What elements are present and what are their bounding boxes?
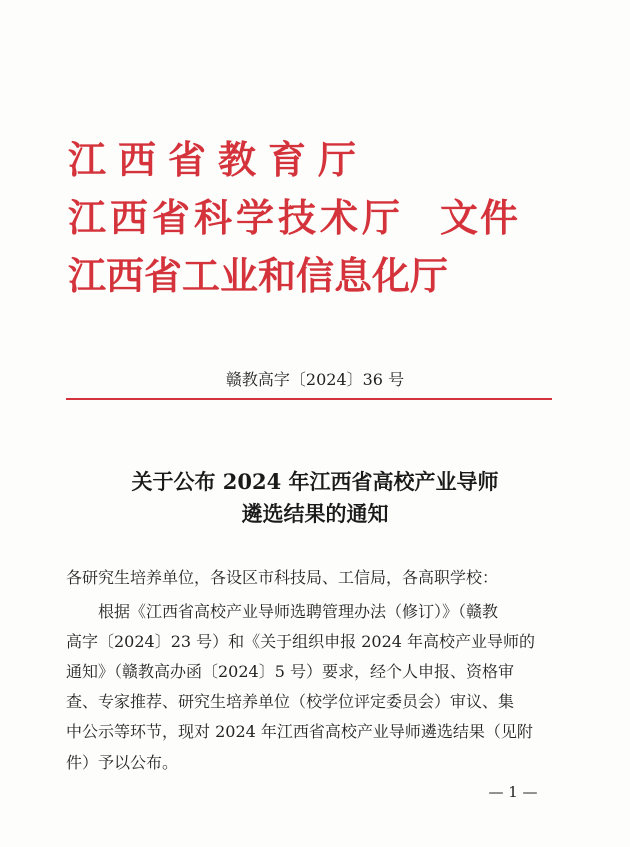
issuer-industry-information-department: 江西省工业和信息化厅	[68, 253, 449, 298]
document-word: 文件	[440, 195, 521, 240]
salutation: 各研究生培养单位，各设区市科技局、工信局，各高职学校：	[66, 568, 499, 587]
body-line: 通知》（赣教高办函〔2024〕5 号）要求，经个人申报、资格审	[66, 662, 514, 681]
red-divider-line	[66, 398, 552, 400]
body-line: 根据《江西省高校产业导师选聘管理办法（修订）》（赣教	[98, 602, 499, 621]
notice-title-line-2: 遴选结果的通知	[241, 501, 389, 526]
body-line: 中公示等环节，现对 2024 年江西省高校产业导师遴选结果（见附	[66, 722, 533, 741]
body-line: 高字〔2024〕23 号）和《关于组织申报 2024 年高校产业导师的	[66, 632, 536, 651]
page-number: — 1 —	[488, 783, 538, 801]
notice-title-line-1: 关于公布 2024 年江西省高校产业导师	[131, 469, 499, 494]
body-line: 查、专家推荐、研究生培养单位（校学位评定委员会）审议、集	[66, 692, 515, 711]
body-line: 件）予以公布。	[66, 753, 179, 772]
issuer-education-department: 江西省教育厅	[68, 137, 369, 182]
document-number: 赣教高字〔2024〕36 号	[225, 370, 405, 389]
issuer-science-technology-department: 江西省科学技术厅	[68, 195, 405, 240]
